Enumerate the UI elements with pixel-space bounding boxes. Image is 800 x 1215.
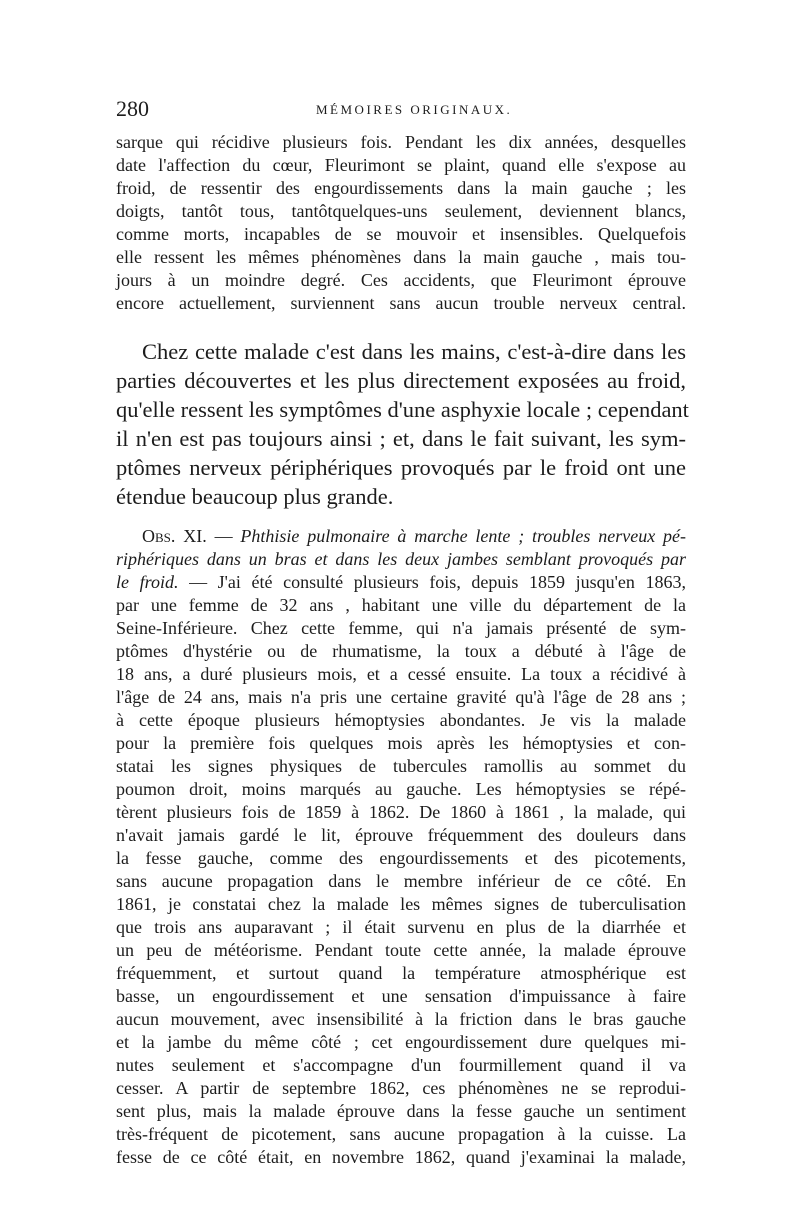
observation-line: et la jambe du même côté ; cet engourdissement dure quelques mi- (116, 1032, 686, 1052)
observation-line: pour la première fois quelques mois après les hémoptysies et con- (116, 733, 686, 753)
observation-heading-line (116, 525, 686, 547)
observation-line: l'âge de 24 ans, mais n'a pris une certaine gravité qu'à l'âge de 28 ans ; (116, 687, 686, 707)
observation-line-rest: — J'ai été consulté plusieurs fois, depuis 1859 jusqu'en 1863, (178, 572, 686, 592)
observation-line: basse, un engourdissement et une sensation d'impuissance à faire (116, 986, 686, 1006)
paragraph2-line: il n'en est pas toujours ainsi ; et, dans le fait suivant, les sym- (116, 426, 686, 451)
paragraph2-line: parties découvertes et les plus directement exposées au froid, (116, 368, 686, 393)
paragraph2-line: qu'elle ressent les symptômes d'une asphyxie locale ; cependant (116, 397, 689, 422)
paragraph1-line: froid, de ressentir des engourdissements dans la main gauche ; les (116, 178, 686, 198)
observation-line: Seine-Inférieure. Chez cette femme, qui n'a jamais présenté de sym- (116, 618, 686, 638)
observation-line: 18 ans, a duré plusieurs mois, et a cessé ensuite. La toux a récidivé à (116, 664, 686, 684)
paragraph1-line: sarque qui récidive plusieurs fois. Pendant les dix années, desquelles (116, 132, 686, 152)
observation-line: la fesse gauche, comme des engourdissements et des picotements, (116, 848, 686, 868)
observation-title-part2: riphériques dans un bras et dans les deux jambes semblant provoqués par (116, 549, 686, 569)
paragraph1-line: jours à un moindre degré. Ces accidents, que Fleurimont éprouve (116, 270, 686, 290)
observation-line: statai les signes physiques de tubercules ramollis au sommet du (116, 756, 686, 776)
paragraph1-line: comme morts, incapables de se mouvoir et insensibles. Quelquefois (116, 224, 686, 244)
paragraph2-line: étendue beaucoup plus grande. (116, 484, 394, 509)
observation-line: ptômes d'hystérie ou de rhumatisme, la toux a débuté à l'âge de (116, 641, 686, 661)
page-number: 280 (116, 96, 149, 121)
observation-dash: — (206, 526, 241, 546)
paragraph1-line: elle ressent les mêmes phénomènes dans la main gauche , mais tou- (116, 247, 686, 267)
running-title: MÉMOIRES ORIGINAUX. (316, 102, 513, 117)
observation-line: poumon droit, moins marqués au gauche. Les hémoptysies se répé- (116, 779, 686, 799)
observation-line: n'avait jamais gardé le lit, éprouve fréquemment des douleurs dans (116, 825, 686, 845)
page-header (116, 96, 686, 126)
paragraph2-line: ptômes nerveux périphériques provoqués par le froid ont une (116, 455, 686, 480)
observation-title-part3: le froid. (116, 572, 179, 592)
observation-line: sent plus, mais la malade éprouve dans la fesse gauche un sentiment (116, 1101, 686, 1121)
observation-line: tèrent plusieurs fois de 1859 à 1862. De 1860 à 1861 , la malade, qui (116, 802, 686, 822)
observation-line: nutes seulement et s'accompagne d'un fourmillement quand il va (116, 1055, 686, 1075)
observation-line: à cette époque plusieurs hémoptysies abondantes. Je vis la malade (116, 710, 686, 730)
observation-title-part1: Phthisie pulmonaire à marche lente ; troubles nerveux pé- (240, 526, 687, 546)
observation-line: fréquemment, et surtout quand la température atmosphérique est (116, 963, 686, 983)
observation-line: que trois ans auparavant ; il était survenu en plus de la diarrhée et (116, 917, 686, 937)
observation-line: un peu de météorisme. Pendant toute cette année, la malade éprouve (116, 940, 686, 960)
observation-title-line (116, 548, 686, 570)
paragraph2-line: Chez cette malade c'est dans les mains, c'est-à-dire dans les (142, 339, 686, 364)
observation-line: fesse de ce côté était, en novembre 1862, quand j'examinai la malade, (116, 1147, 686, 1167)
paragraph1-line: date l'affection du cœur, Fleurimont se plaint, quand elle s'expose au (116, 155, 686, 175)
observation-line: cesser. A partir de septembre 1862, ces phénomènes ne se reprodui- (116, 1078, 686, 1098)
observation-line: aucun mouvement, avec insensibilité à la friction dans le bras gauche (116, 1009, 686, 1029)
observation-line: très-fréquent de picotement, sans aucune propagation à la cuisse. La (116, 1124, 686, 1144)
observation-line (116, 571, 686, 593)
observation-line: 1861, je constatai chez la malade les mêmes signes de tuberculisation (116, 894, 686, 914)
observation-line: sans aucune propagation dans le membre inférieur de ce côté. En (116, 871, 686, 891)
paragraph1-line: encore actuellement, surviennent sans aucun trouble nerveux central. (116, 293, 686, 313)
observation-line: par une femme de 32 ans , habitant une ville du département de la (116, 595, 686, 615)
observation-label: Obs. XI. (142, 526, 207, 546)
paragraph1-line: doigts, tantôt tous, tantôtquelques-uns seulement, deviennent blancs, (116, 201, 686, 221)
